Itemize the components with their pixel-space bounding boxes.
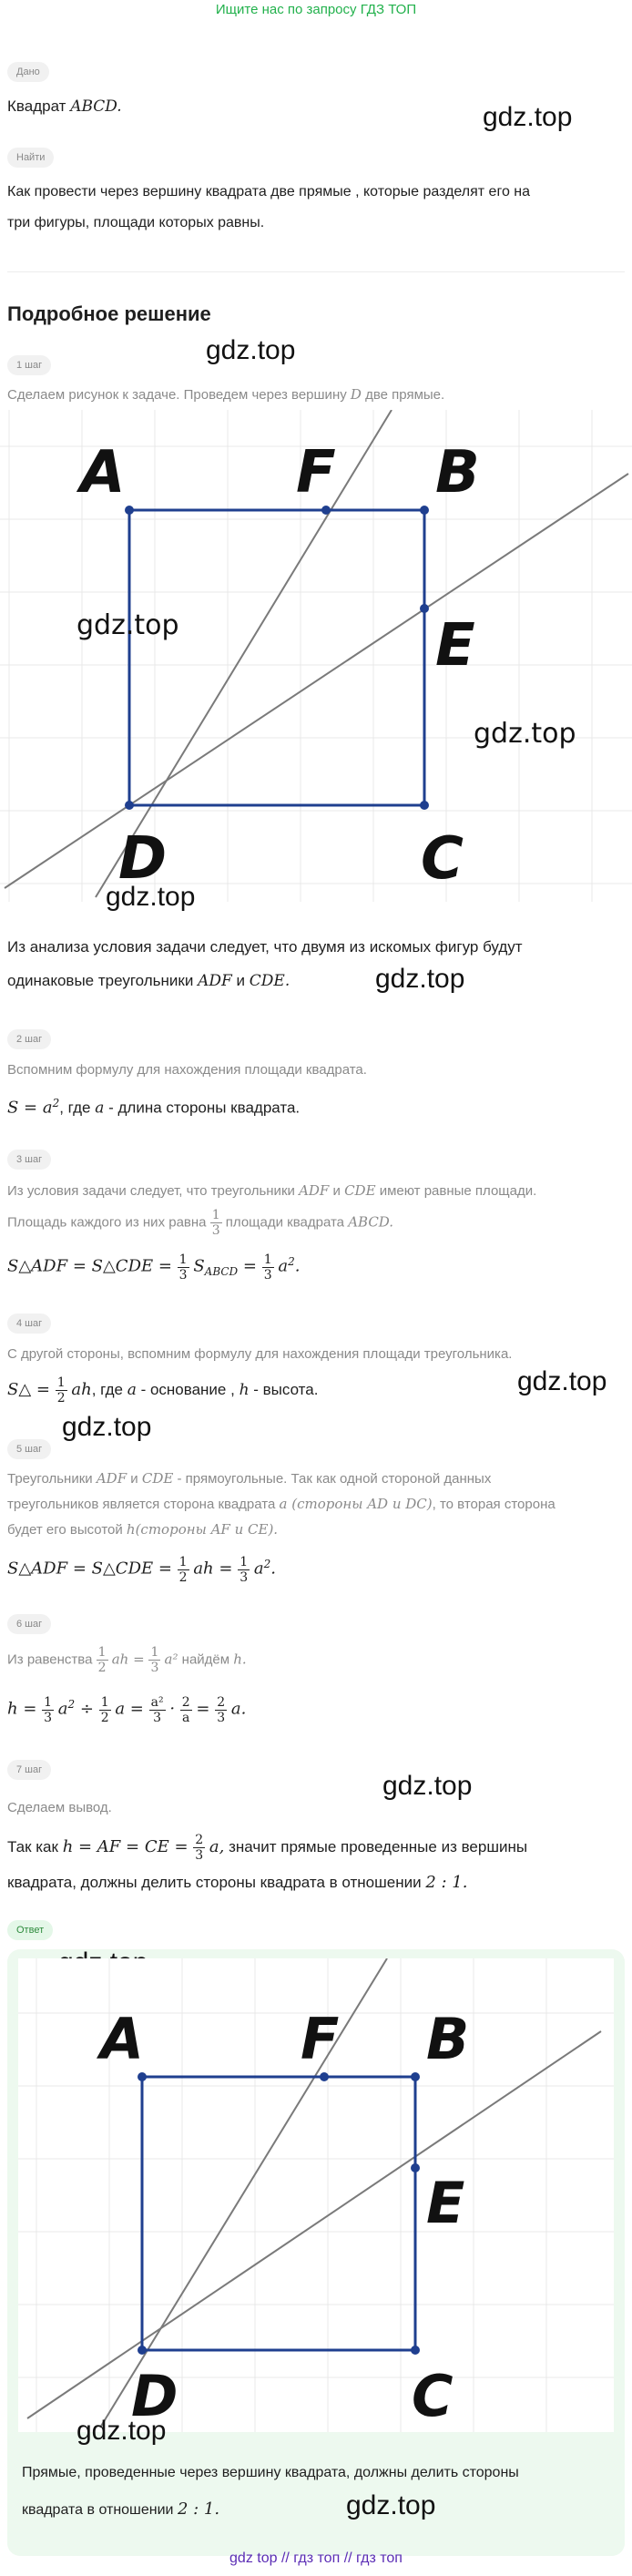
step-7-line-2: квадрата, должны делить стороны квадрата в отношении 2 : 1. (7, 1873, 468, 1892)
label-e: E (435, 612, 475, 680)
label-f: F (296, 439, 336, 506)
label-e: E (426, 2170, 465, 2236)
step-4-badge: 4 шаг (7, 1314, 51, 1334)
watermark: gdz.top (517, 1366, 607, 1396)
label-c: C (421, 825, 464, 893)
step-5-line-2: треугольников является сторона квадрата a (стороны AD и DC), то вторая сторона (7, 1496, 556, 1512)
find-badge: Найти (7, 148, 54, 168)
step-4-text: С другой стороны, вспомним формулу для нахождения площади треугольника. (7, 1346, 513, 1362)
label-a: A (80, 439, 126, 506)
line-de (5, 474, 628, 888)
step-5-badge: 5 шаг (7, 1439, 51, 1459)
fig-watermark: gdz.top (76, 609, 179, 641)
label-b: B (435, 439, 480, 506)
step-7-text: Сделаем вывод. (7, 1800, 112, 1815)
watermark: gdz.top (106, 882, 196, 912)
answer-figure-square (18, 1958, 614, 2432)
watermark: gdz.top (206, 335, 296, 365)
given-math: ABCD. (70, 97, 122, 116)
step-3-line-1: Из условия задачи следует, что треугольники ADF и CDE имеют равные площади. (7, 1182, 537, 1199)
step-7-badge: 7 шаг (7, 1760, 51, 1780)
step-4-formula: S△ = $\frac{1}{2}$ ah, где a - основание , h - высота. (7, 1375, 319, 1406)
label-c: C (412, 2363, 454, 2429)
label-d: D (131, 2363, 178, 2429)
solution-title: Подробное решение (7, 302, 211, 325)
label-b: B (426, 2006, 470, 2072)
step-1-badge: 1 шаг (7, 355, 51, 375)
footer-links[interactable]: gdz top // гдз топ // гдз топ (229, 2550, 403, 2566)
step-3-formula: S△ADF = S△CDE = $\frac{1}{3}$ $S_{ABCD}$ = $\frac{1}{3}$ $a^2$. (7, 1252, 301, 1283)
watermark: gdz.top (483, 102, 573, 132)
step-2-formula: $S = a^2$, где a - длина стороны квадрата. (7, 1097, 301, 1118)
find-line-2: три фигуры, площади которых равны. (7, 215, 265, 230)
answer-line-1: Прямые, проведенные через вершину квадрата, должны делить стороны (22, 2465, 519, 2480)
step-1-after-line-1: Из анализа условия задачи следует, что двумя из искомых фигур будут (7, 938, 523, 956)
find-line-1: Как провести через вершину квадрата две прямые , которые разделят его на (7, 184, 531, 199)
line-df (96, 410, 392, 897)
step-5-formula: S△ADF = S△CDE = $\frac{1}{2}$ ah = $\frac{1}{3}$ $a^2$. (7, 1554, 276, 1585)
divider (7, 271, 625, 272)
square (129, 510, 424, 805)
fig-watermark: gdz.top (474, 718, 576, 750)
step-2-text: Вспомним формулу для нахождения площади квадрата. (7, 1062, 367, 1078)
step-3-badge: 3 шаг (7, 1150, 51, 1170)
step-5-line-1: Треугольники ADF и CDE - прямоугольные. Так как одной стороной данных (7, 1470, 492, 1487)
given-badge: Дано (7, 62, 49, 82)
given-label-text: Квадрат (7, 97, 66, 115)
given-text (7, 93, 122, 120)
step-6-formula: h = $\frac{1}{3}$ $a^2$ ÷ $\frac{1}{2}$ a = $\frac{\text{a²}}{3}$ · $\frac{2}{a}$ = $\frac{2}{3}$ a. (7, 1694, 247, 1725)
step-5-line-3: будет его высотой h(стороны AF и CE). (7, 1521, 279, 1538)
label-d: D (118, 825, 168, 893)
answer-badge: Ответ (7, 1920, 53, 1940)
watermark: gdz.top (62, 1412, 152, 1442)
watermark: gdz.top (76, 2416, 167, 2446)
watermark: gdz.top (382, 1771, 473, 1801)
step-2-badge: 2 шаг (7, 1029, 51, 1049)
label-a: A (100, 2006, 144, 2072)
figure-square-abcd (0, 410, 632, 902)
answer-line-2: квадрата в отношении 2 : 1. (22, 2499, 220, 2519)
step-6-text: Из равенства $\frac{1}{2}$ ah = $\frac{1}{3}$ a² найдём h. (7, 1645, 247, 1675)
step-6-badge: 6 шаг (7, 1614, 51, 1634)
step-1-text: Сделаем рисунок к задаче. Проведем через вершину D две прямые. (7, 386, 445, 403)
step-3-line-2: Площадь каждого из них равна $\frac{1}{3}$ площади квадрата ABCD. (7, 1208, 394, 1238)
step-7-line-1: Так как h = AF = CE = $\frac{2}{3}$ a, значит прямые проведенные из вершины (7, 1833, 528, 1863)
top-search-link[interactable]: Ищите нас по запросу ГДЗ ТОП (215, 2, 417, 17)
watermark: gdz.top (346, 2490, 436, 2520)
step-1-after-line-2: одинаковые треугольники ADF и CDE. (7, 972, 291, 990)
watermark: gdz.top (375, 964, 465, 994)
label-f: F (301, 2006, 340, 2072)
